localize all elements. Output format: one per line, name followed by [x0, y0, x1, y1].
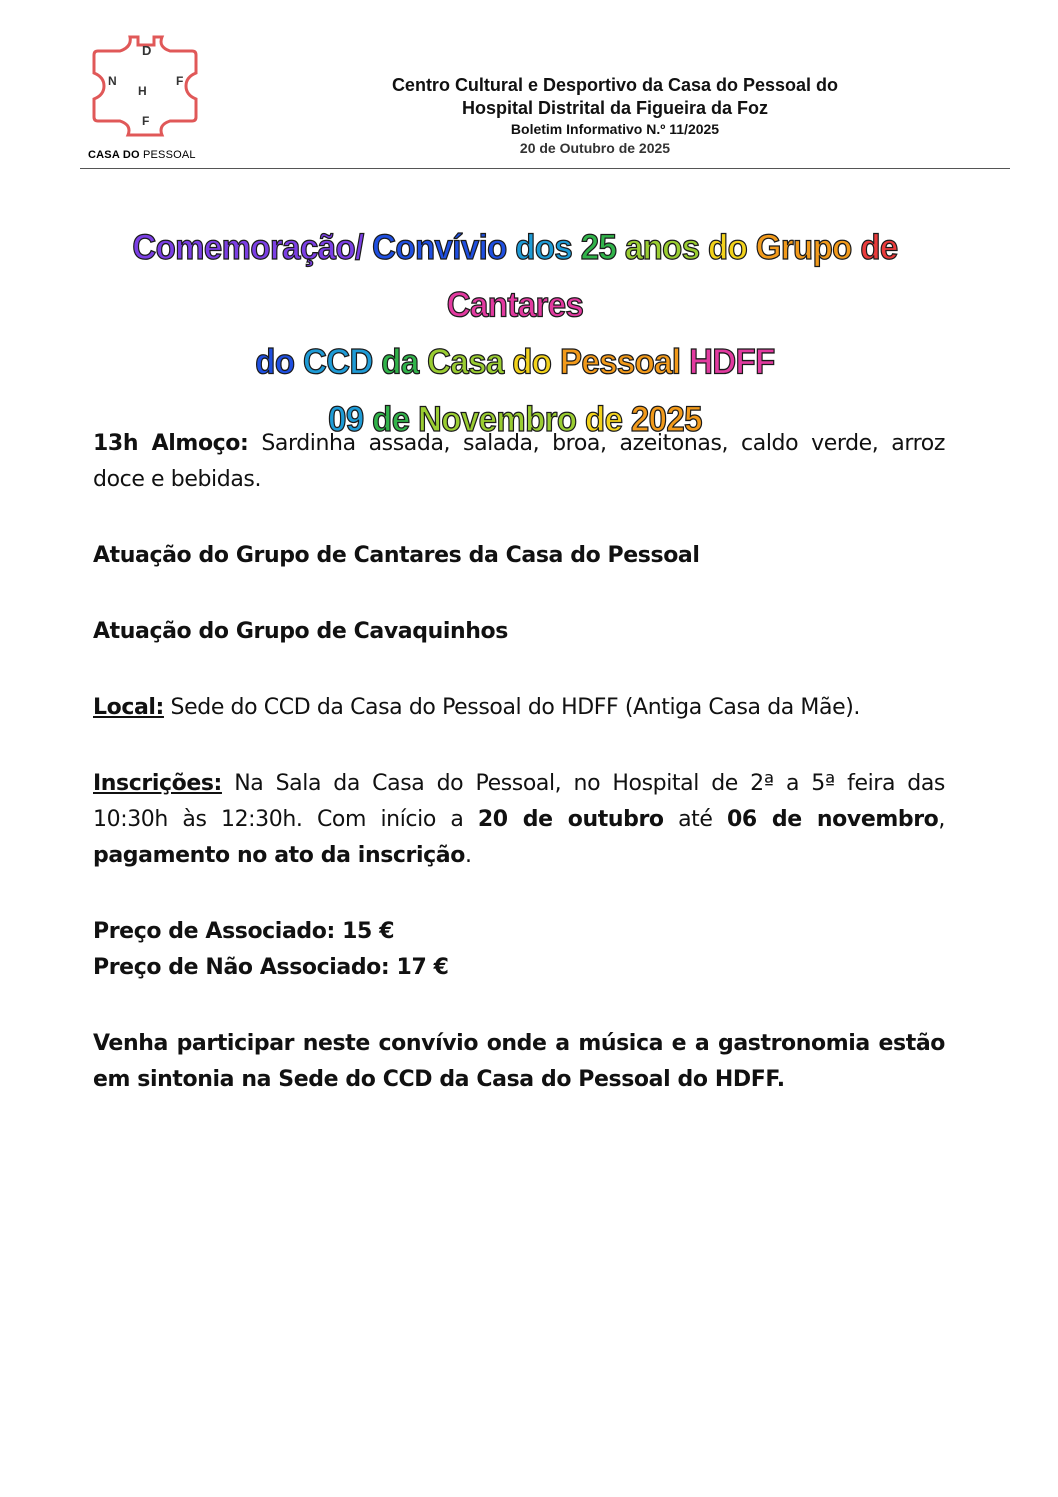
title-word: Novembro: [418, 398, 577, 439]
letterhead: [300, 74, 930, 158]
title-word: CCD: [303, 341, 373, 382]
title-word: Casa: [427, 341, 504, 382]
registration-end-date: 06 de novembro: [727, 807, 939, 832]
registration-payment: pagamento no ato da inscrição: [93, 843, 465, 868]
title-word: de: [372, 398, 410, 439]
organization-name: Centro Cultural e Desportivo da Casa do Pessoal do: [391, 75, 839, 95]
title-word: Pessoal: [559, 341, 681, 382]
title-word: do: [255, 341, 295, 382]
header-divider: [80, 168, 1010, 169]
lunch-text: Sardinha assada, salada, broa, azeitonas, caldo verde, arroz doce e bebidas.: [93, 431, 945, 492]
bulletin-number: Boletim Informativo N.º 11/2025: [510, 121, 720, 137]
bulletin-date: 20 de Outubro de 2025: [519, 140, 671, 156]
registration-text-3: ,: [938, 807, 945, 832]
lunch-paragraph: [93, 426, 945, 498]
title-word: 25: [580, 226, 617, 267]
title-word: da: [381, 341, 419, 382]
location-paragraph: [93, 690, 945, 726]
title-word: Comemoração/: [132, 226, 364, 267]
logo-caption-bold: CASA DO: [88, 149, 140, 161]
registration-paragraph: [93, 766, 945, 874]
title-word: Cantares: [446, 283, 584, 324]
event-details: [93, 426, 945, 1098]
title-word: 09: [328, 398, 364, 439]
title-word: 2025: [630, 398, 702, 439]
title-word: do: [512, 341, 552, 382]
registration-start-date: 20 de outubro: [477, 807, 664, 832]
performance-cavaquinhos: Atuação do Grupo de Cavaquinhos: [93, 619, 508, 644]
event-title: [60, 218, 970, 447]
logo-letter-n: N: [108, 74, 117, 88]
title-line-2: [60, 332, 970, 389]
hdff-logo-icon: [92, 33, 198, 139]
logo-letter-h: H: [138, 84, 147, 98]
title-word: dos: [515, 226, 573, 267]
performance-cantares: Atuação do Grupo de Cantares da Casa do Pessoal: [93, 543, 700, 568]
registration-label: Inscrições:: [93, 771, 222, 796]
registration-text-1: Na Sala da Casa do Pessoal, no Hospital de 2ª a 5ª feira das 10:30h às 12:30h. Com início a: [93, 771, 945, 832]
title-word: Convívio: [372, 226, 507, 267]
closing-invitation: Venha participar neste convívio onde a música e a gastronomia estão em sintonia na Sede do CCD da Casa do Pessoal do HDFF.: [93, 1031, 945, 1092]
location-label: Local:: [93, 695, 164, 720]
registration-end: .: [464, 843, 472, 868]
logo-caption-light: PESSOAL: [142, 149, 196, 161]
price-member: Preço de Associado: 15 €: [93, 919, 395, 944]
title-word: Grupo: [755, 226, 852, 267]
price-nonmember: Preço de Não Associado: 17 €: [93, 955, 449, 980]
title-line-1: [60, 218, 970, 332]
title-word: de: [860, 226, 898, 267]
logo-letter-f1: F: [176, 74, 184, 88]
location-text: Sede do CCD da Casa do Pessoal do HDFF (Antiga Casa da Mãe).: [163, 695, 861, 720]
registration-text-2: até: [663, 807, 727, 832]
title-word: do: [708, 226, 748, 267]
logo-letter-f2: F: [142, 114, 150, 128]
title-word: de: [585, 398, 623, 439]
logo-letter-d: D: [142, 43, 152, 58]
logo-caption: [88, 149, 196, 161]
hospital-name: Hospital Distrital da Figueira da Foz: [461, 98, 769, 118]
lunch-label: 13h Almoço:: [93, 431, 249, 456]
title-word: anos: [624, 226, 700, 267]
title-word: HDFF: [689, 341, 775, 382]
